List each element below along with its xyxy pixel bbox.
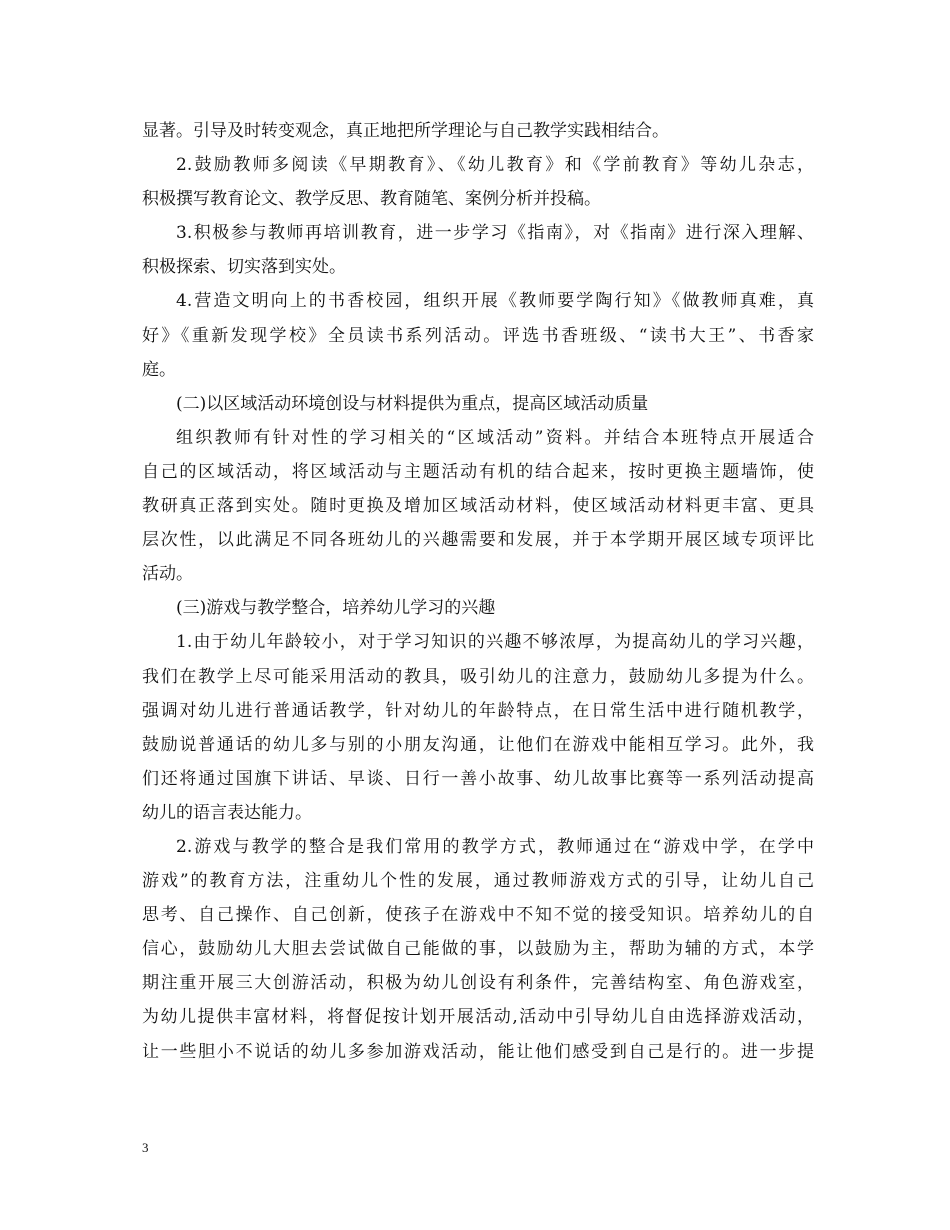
paragraph-line: 组织教师有针对性的学习相关的“区域活动”资料。并结合本班特点开展适合 <box>176 427 814 448</box>
paragraph-line: 让一些胆小不说话的幼儿多参加游戏活动，能让他们感受到自己是行的。进一步提 <box>142 1041 814 1062</box>
page-number: 3 <box>142 1140 149 1155</box>
paragraph-line: 强调对幼儿进行普通话教学，针对幼儿的年龄特点，在日常生活中进行随机教学， <box>142 700 814 721</box>
paragraph-line: 我们在教学上尽可能采用活动的教具，吸引幼儿的注意力，鼓励幼儿多提为什么。 <box>142 666 814 687</box>
body-text <box>142 114 814 1069</box>
paragraph-line: 们还将通过国旗下讲话、早谈、日行一善小故事、幼儿故事比赛等一系列活动提高 <box>142 768 814 789</box>
paragraph-line: 幼儿的语言表达能力。 <box>142 802 312 823</box>
paragraph-line: 层次性，以此满足不同各班幼儿的兴趣需要和发展，并于本学期开展区域专项评比 <box>142 530 814 551</box>
paragraph-line: 鼓励说普通话的幼儿多与别的小朋友沟通，让他们在游戏中能相互学习。此外，我 <box>142 734 814 755</box>
paragraph-line: 显著。引导及时转变观念，真正地把所学理论与自己教学实践相结合。 <box>142 121 669 141</box>
paragraph-line: 游戏”的教育方法，注重幼儿个性的发展，通过教师游戏方式的引导，让幼儿自己 <box>142 871 814 892</box>
paragraph-line: 3.积极参与教师再培训教育，进一步学习《指南》，对《指南》进行深入理解、 <box>176 223 814 244</box>
section-heading: (二)以区域活动环境创设与材料提供为重点，提高区域活动质量 <box>176 393 649 414</box>
section-heading: (三)游戏与教学整合，培养幼儿学习的兴趣 <box>176 598 496 619</box>
paragraph-line: 信心，鼓励幼儿大胆去尝试做自己能做的事，以鼓励为主，帮助为辅的方式，本学 <box>142 939 814 960</box>
paragraph-line: 自己的区域活动，将区域活动与主题活动有机的结合起来，按时更换主题墙饰，使 <box>142 461 814 482</box>
paragraph-line: 1.由于幼儿年龄较小，对于学习知识的兴趣不够浓厚，为提高幼儿的学习兴趣， <box>176 632 814 653</box>
paragraph-line: 积极撰写教育论文、教学反思、教育随笔、案例分析并投稿。 <box>142 189 601 210</box>
paragraph-line: 活动。 <box>142 564 193 585</box>
paragraph-line: 思考、自己操作、自己创新，使孩子在游戏中不知不觉的接受知识。培养幼儿的自 <box>142 905 814 926</box>
paragraph-line: 积极探索、切实落到实处。 <box>142 257 346 278</box>
paragraph-line: 为幼儿提供丰富材料，将督促按计划开展活动,活动中引导幼儿自由选择游戏活动， <box>142 1007 814 1028</box>
paragraph-line: 庭。 <box>142 359 176 380</box>
paragraph-line: 4.营造文明向上的书香校园，组织开展《教师要学陶行知》《做教师真难，真 <box>176 291 814 312</box>
paragraph-line: 教研真正落到实处。随时更换及增加区域活动材料，使区域活动材料更丰富、更具 <box>142 496 814 517</box>
paragraph-line: 期注重开展三大创游活动，积极为幼儿创设有利条件，完善结构室、角色游戏室， <box>142 973 814 994</box>
paragraph-line: 好》《重新发现学校》全员读书系列活动。评选书香班级、“读书大王”、书香家 <box>142 325 814 346</box>
paragraph-line: 2.游戏与教学的整合是我们常用的教学方式，教师通过在“游戏中学，在学中 <box>176 836 814 857</box>
paragraph-line: 2.鼓励教师多阅读《早期教育》、《幼儿教育》和《学前教育》等幼儿杂志， <box>176 155 814 176</box>
